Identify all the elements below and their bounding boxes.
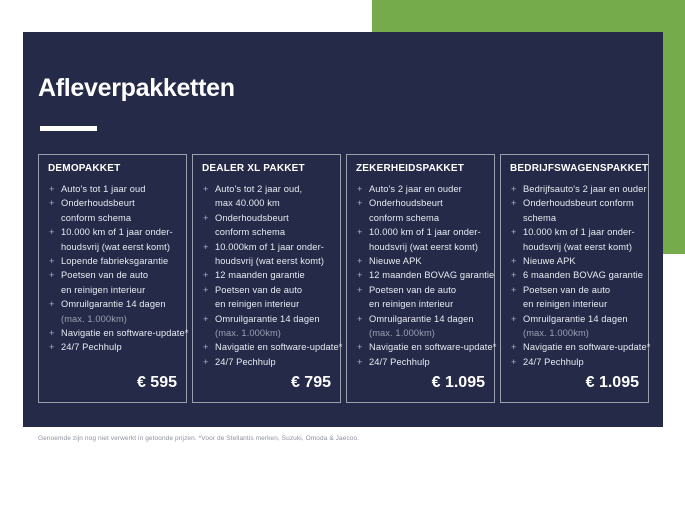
plus-icon: + — [203, 313, 209, 324]
plus-icon: + — [49, 198, 55, 209]
plus-icon: + — [357, 227, 363, 238]
feature-line — [510, 211, 639, 225]
feature-line — [356, 240, 485, 254]
feature-line — [202, 211, 331, 225]
feature-text: schema — [523, 212, 557, 223]
plus-icon: + — [357, 184, 363, 194]
feature-text: conform schema — [215, 227, 286, 238]
feature-line — [202, 240, 331, 254]
feature-line — [510, 268, 644, 282]
feature-line — [510, 240, 639, 254]
feature-text: Onderhoudsbeurt — [369, 198, 443, 209]
feature-text: Navigatie en software-update* — [215, 342, 343, 353]
feature-line — [510, 283, 639, 297]
page-title: Afleverpakketten — [38, 74, 235, 102]
feature-text: 24/7 Pechhulp — [61, 342, 122, 353]
feature-text: Nieuwe APK — [523, 256, 576, 267]
feature-text: 6 maanden BOVAG garantie — [523, 270, 644, 281]
feature-line — [356, 225, 485, 239]
package-price: € 1.095 — [585, 374, 639, 391]
feature-text: Lopende fabrieksgarantie — [61, 256, 169, 267]
plus-icon: + — [203, 270, 209, 281]
package-feature-list — [356, 182, 497, 369]
package-price: € 1.095 — [431, 374, 485, 391]
feature-line — [356, 254, 485, 268]
package-price: € 595 — [136, 374, 177, 391]
feature-line — [356, 355, 485, 369]
feature-text: Auto's tot 2 jaar oud, — [215, 184, 303, 194]
feature-text: Navigatie en software-update* — [523, 342, 651, 353]
package-card — [346, 154, 495, 403]
feature-line — [356, 340, 497, 354]
feature-line — [510, 326, 639, 340]
feature-text: Onderhoudsbeurt — [215, 212, 289, 223]
feature-text: en reinigen interieur — [523, 299, 608, 310]
feature-line — [48, 196, 177, 210]
plus-icon: + — [511, 356, 517, 367]
plus-icon: + — [49, 227, 55, 238]
feature-text: Poetsen van de auto — [61, 270, 149, 281]
feature-text: 24/7 Pechhulp — [215, 356, 276, 367]
main-panel — [23, 32, 663, 427]
plus-icon: + — [357, 356, 363, 367]
plus-icon: + — [49, 299, 55, 310]
feature-line — [356, 182, 485, 196]
feature-text: 10.000 km of 1 jaar onder- — [369, 227, 481, 238]
plus-icon: + — [357, 342, 363, 353]
plus-icon: + — [203, 241, 209, 252]
feature-line — [510, 355, 639, 369]
feature-text: 10.000 km of 1 jaar onder- — [61, 227, 173, 238]
feature-line — [202, 312, 331, 326]
title-underline — [40, 126, 97, 131]
plus-icon: + — [511, 184, 517, 194]
feature-text: Omruilgarantie 14 dagen — [215, 313, 320, 324]
feature-line — [48, 312, 177, 326]
feature-text: houdsvrij (wat eerst komt) — [523, 241, 633, 252]
feature-line — [202, 268, 331, 282]
feature-line — [510, 182, 647, 196]
feature-text: en reinigen interieur — [215, 299, 300, 310]
plus-icon: + — [49, 328, 55, 339]
plus-icon: + — [357, 256, 363, 267]
feature-line — [48, 182, 177, 196]
plus-icon: + — [357, 313, 363, 324]
feature-line — [202, 254, 331, 268]
feature-line — [48, 240, 177, 254]
feature-text: (max. 1.000km) — [215, 328, 281, 339]
plus-icon: + — [357, 284, 363, 295]
feature-line — [202, 326, 331, 340]
plus-icon: + — [203, 212, 209, 223]
feature-text: 12 maanden garantie — [215, 270, 305, 281]
feature-text: (max. 1.000km) — [369, 328, 435, 339]
feature-line — [202, 283, 331, 297]
feature-line — [356, 297, 485, 311]
plus-icon: + — [357, 198, 363, 209]
feature-line — [510, 196, 639, 210]
feature-text: en reinigen interieur — [369, 299, 454, 310]
feature-text: conform schema — [61, 212, 132, 223]
feature-text: houdsvrij (wat eerst komt) — [61, 241, 171, 252]
package-feature-list — [510, 182, 651, 369]
feature-line — [48, 283, 177, 297]
package-title: DEALER XL PAKKET — [202, 163, 305, 174]
feature-line — [356, 283, 485, 297]
feature-line — [510, 312, 639, 326]
feature-text: Omruilgarantie 14 dagen — [369, 313, 474, 324]
feature-text: houdsvrij (wat eerst komt) — [369, 241, 479, 252]
plus-icon: + — [203, 184, 209, 194]
feature-text: Navigatie en software-update* — [61, 328, 189, 339]
feature-text: 12 maanden BOVAG garantie — [369, 270, 495, 281]
plus-icon: + — [511, 256, 517, 267]
package-card — [192, 154, 341, 403]
feature-line — [48, 225, 177, 239]
feature-text: 10.000 km of 1 jaar onder- — [523, 227, 635, 238]
package-feature-list — [48, 182, 189, 355]
plus-icon: + — [511, 227, 517, 238]
feature-text: max 40.000 km — [215, 198, 280, 209]
feature-line — [356, 211, 485, 225]
plus-icon: + — [49, 342, 55, 353]
packages-row — [38, 154, 649, 403]
feature-line — [510, 225, 639, 239]
feature-text: 10.000km of 1 jaar onder- — [215, 241, 324, 252]
feature-line — [48, 340, 177, 354]
feature-text: houdsvrij (wat eerst komt) — [215, 256, 325, 267]
feature-line — [202, 340, 343, 354]
plus-icon: + — [511, 342, 517, 353]
plus-icon: + — [203, 356, 209, 367]
feature-line — [202, 225, 331, 239]
feature-text: Auto's tot 1 jaar oud — [61, 184, 146, 194]
plus-icon: + — [511, 284, 517, 295]
plus-icon: + — [511, 270, 517, 281]
feature-line — [202, 355, 331, 369]
feature-line — [48, 254, 177, 268]
feature-line — [48, 326, 189, 340]
feature-line — [48, 268, 177, 282]
feature-line — [510, 340, 651, 354]
feature-text: Poetsen van de auto — [215, 284, 303, 295]
package-title: DEMOPAKKET — [48, 163, 121, 174]
feature-text: Bedrijfsauto's 2 jaar en ouder — [523, 184, 647, 194]
plus-icon: + — [49, 256, 55, 267]
feature-line — [202, 182, 331, 196]
feature-text: Onderhoudsbeurt — [61, 198, 135, 209]
feature-line — [510, 297, 639, 311]
plus-icon: + — [511, 313, 517, 324]
feature-text: (max. 1.000km) — [523, 328, 589, 339]
feature-text: (max. 1.000km) — [61, 313, 127, 324]
package-feature-list — [202, 182, 343, 369]
feature-text: Onderhoudsbeurt conform — [523, 198, 634, 209]
package-card — [500, 154, 649, 403]
plus-icon: + — [49, 270, 55, 281]
feature-text: Omruilgarantie 14 dagen — [523, 313, 628, 324]
feature-line — [356, 268, 495, 282]
feature-line — [48, 297, 177, 311]
feature-text: Poetsen van de auto — [369, 284, 457, 295]
package-title: BEDRIJFSWAGENSPAKKET — [510, 163, 649, 174]
plus-icon: + — [49, 184, 55, 194]
feature-line — [202, 297, 331, 311]
feature-line — [356, 196, 485, 210]
footnote: Genoemde zijn nog niet verwerkt in getoonde prijzen. *Voor de Stellantis merken, Suzuki, Omoda & Jaecoo. — [38, 435, 360, 442]
feature-text: Nieuwe APK — [369, 256, 422, 267]
plus-icon: + — [203, 284, 209, 295]
feature-line — [202, 196, 331, 210]
plus-icon: + — [357, 270, 363, 281]
package-price: € 795 — [290, 374, 331, 391]
plus-icon: + — [203, 342, 209, 353]
feature-line — [510, 254, 639, 268]
feature-text: Auto's 2 jaar en ouder — [369, 184, 462, 194]
feature-text: en reinigen interieur — [61, 284, 146, 295]
feature-line — [48, 211, 177, 225]
feature-text: Navigatie en software-update* — [369, 342, 497, 353]
feature-text: Omruilgarantie 14 dagen — [61, 299, 166, 310]
feature-text: 24/7 Pechhulp — [369, 356, 430, 367]
feature-text: 24/7 Pechhulp — [523, 356, 584, 367]
plus-icon: + — [511, 198, 517, 209]
package-title: ZEKERHEIDSPAKKET — [356, 163, 465, 174]
feature-line — [356, 312, 485, 326]
feature-line — [356, 326, 485, 340]
feature-text: conform schema — [369, 212, 440, 223]
feature-text: Poetsen van de auto — [523, 284, 611, 295]
package-card — [38, 154, 187, 403]
